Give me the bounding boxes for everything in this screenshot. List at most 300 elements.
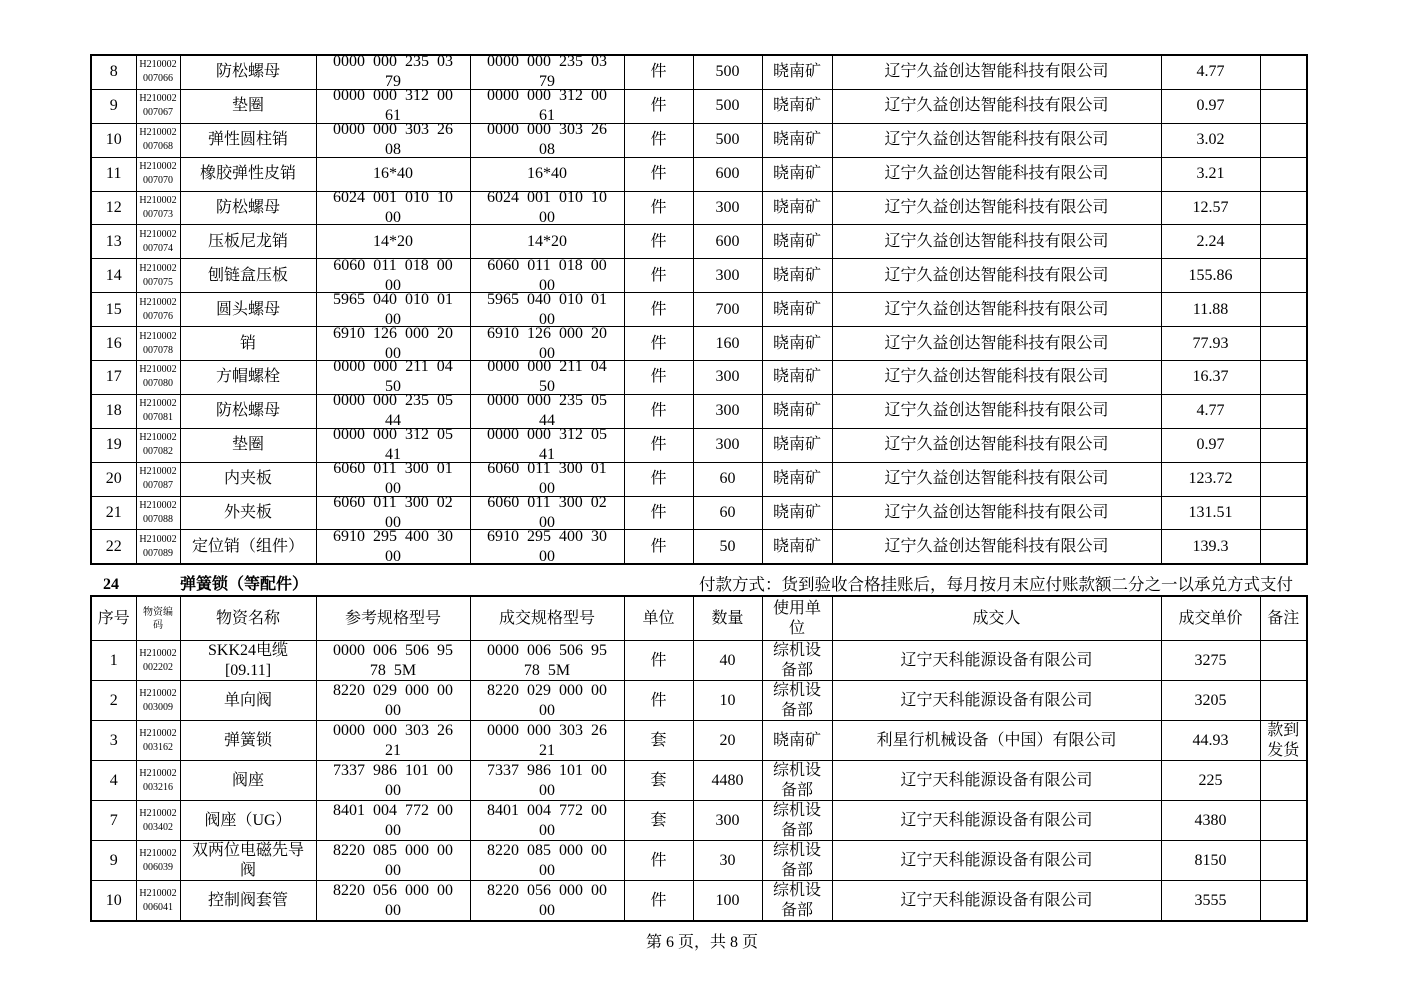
serial-number-text: 8	[109, 63, 118, 81]
cell-reference-spec	[316, 721, 470, 761]
header-serial-number-text: 序号	[97, 609, 130, 627]
remark-text	[1261, 259, 1307, 292]
cell-remark	[1260, 225, 1307, 259]
quantity-text: 20	[719, 731, 736, 749]
header-material-name	[180, 596, 316, 641]
unit-text: 件	[650, 891, 667, 909]
table-row	[91, 55, 1307, 89]
cell-quantity	[693, 123, 762, 157]
table-row	[91, 89, 1307, 123]
cell-supplier	[832, 55, 1161, 89]
serial-number-text: 11	[106, 165, 122, 183]
deal-spec-text: 8220 029 000 00 00	[487, 681, 607, 719]
cell-supplier	[832, 641, 1161, 681]
cell-unit-price	[1161, 881, 1260, 922]
material-name-text: 刨链盒压板	[207, 266, 288, 284]
deal-spec-text: 14*20	[527, 232, 567, 250]
using-unit-text: 晓南矿	[772, 368, 821, 386]
cell-material-name	[180, 721, 316, 761]
cell-reference-spec	[316, 259, 470, 293]
cell-serial-number	[91, 327, 136, 361]
unit-price-text: 3.02	[1196, 131, 1225, 149]
cell-remark	[1260, 462, 1307, 496]
deal-spec-text: 0000 000 235 03 79	[487, 56, 607, 89]
remark-text	[1261, 56, 1307, 89]
cell-quantity	[693, 761, 762, 801]
supplier-text: 辽宁天科能源设备有限公司	[900, 811, 1093, 829]
remark-text	[1261, 881, 1307, 920]
using-unit-text: 晓南矿	[772, 436, 821, 454]
table-row	[91, 293, 1307, 327]
unit-price-text: 4.77	[1196, 63, 1225, 81]
remark-text	[1261, 841, 1307, 880]
cell-using-unit	[762, 361, 832, 395]
using-unit-text: 晓南矿	[772, 402, 821, 420]
section-number: 24	[103, 576, 119, 593]
material-name-text: 定位销（组件）	[191, 537, 304, 555]
cell-using-unit	[762, 801, 832, 841]
cell-serial-number	[91, 293, 136, 327]
unit-price-text: 123.72	[1188, 470, 1233, 488]
cell-remark	[1260, 361, 1307, 395]
cell-reference-spec	[316, 761, 470, 801]
cell-using-unit	[762, 327, 832, 361]
using-unit-text: 晓南矿	[772, 504, 821, 522]
unit-price-text: 2.24	[1196, 232, 1225, 250]
cell-remark	[1260, 428, 1307, 462]
cell-material-code	[136, 191, 180, 225]
supplier-text: 辽宁久益创达智能科技有限公司	[884, 537, 1109, 555]
cell-material-name	[180, 530, 316, 564]
quantity-text: 500	[715, 63, 740, 81]
material-code-text: H210002007076	[139, 296, 177, 322]
quantity-text: 300	[715, 199, 740, 216]
quantity-text: 700	[715, 300, 740, 318]
serial-number-text: 9	[109, 851, 118, 869]
remark-text	[1261, 463, 1307, 496]
cell-unit-price	[1161, 462, 1260, 496]
cell-reference-spec	[316, 496, 470, 530]
unit-price-text: 0.97	[1196, 436, 1225, 454]
cell-using-unit	[762, 394, 832, 428]
header-row	[91, 596, 1307, 641]
cell-deal-spec	[470, 123, 624, 157]
reference-spec-text: 5965 040 010 01 00	[333, 293, 453, 327]
cell-material-name	[180, 761, 316, 801]
cell-material-code	[136, 55, 180, 89]
cell-material-name	[180, 641, 316, 681]
material-name-text: 垫圈	[231, 436, 264, 454]
cell-remark	[1260, 530, 1307, 564]
material-name-text: 垫圈	[231, 97, 264, 115]
cell-unit-price	[1161, 89, 1260, 123]
cell-serial-number	[91, 157, 136, 191]
cell-material-name	[180, 191, 316, 225]
cell-unit	[624, 721, 693, 761]
unit-text: 件	[650, 691, 667, 709]
deal-spec-text: 6024 001 010 10 00	[487, 191, 607, 225]
supplier-text: 辽宁久益创达智能科技有限公司	[884, 63, 1109, 81]
header-material-code	[136, 596, 180, 641]
reference-spec-text: 8220 085 000 00 00	[333, 841, 453, 879]
cell-material-name	[180, 157, 316, 191]
supplier-text: 辽宁久益创达智能科技有限公司	[884, 97, 1109, 115]
material-code-text: H210002003162	[139, 727, 177, 753]
remark-text	[1261, 327, 1307, 360]
cell-quantity	[693, 225, 762, 259]
remark-text	[1261, 681, 1307, 720]
cell-supplier	[832, 496, 1161, 530]
serial-number-text: 13	[105, 232, 122, 250]
cell-unit	[624, 394, 693, 428]
quantity-text: 300	[715, 368, 740, 386]
cell-quantity	[693, 259, 762, 293]
cell-material-code	[136, 841, 180, 881]
supplier-text: 辽宁久益创达智能科技有限公司	[884, 199, 1109, 216]
cell-serial-number	[91, 191, 136, 225]
cell-reference-spec	[316, 123, 470, 157]
spring-lock-table	[90, 595, 1308, 922]
header-unit-price-text: 成交单价	[1178, 609, 1243, 627]
cell-unit	[624, 191, 693, 225]
deal-spec-text: 8220 056 000 00 00	[487, 881, 607, 919]
material-code-text: H210002007089	[139, 533, 177, 559]
reference-spec-text: 0000 000 303 26 08	[333, 123, 453, 157]
serial-number-text: 7	[109, 811, 118, 829]
table-row	[91, 641, 1307, 681]
cell-deal-spec	[470, 157, 624, 191]
cell-serial-number	[91, 394, 136, 428]
cell-deal-spec	[470, 801, 624, 841]
cell-deal-spec	[470, 361, 624, 395]
material-name-text: SKK24电缆[09.11]	[207, 641, 288, 679]
table-row	[91, 462, 1307, 496]
table-row	[91, 394, 1307, 428]
cell-supplier	[832, 530, 1161, 564]
material-code-text: H210002007067	[139, 93, 177, 119]
cell-serial-number	[91, 881, 136, 922]
table-row	[91, 530, 1307, 564]
remark-text	[1261, 641, 1307, 680]
material-code-text: H210002003009	[139, 687, 177, 713]
cell-quantity	[693, 327, 762, 361]
cell-material-name	[180, 801, 316, 841]
unit-price-text: 11.88	[1192, 300, 1229, 318]
using-unit-text: 晓南矿	[772, 537, 821, 555]
deal-spec-text: 6910 126 000 20 00	[487, 327, 607, 361]
cell-serial-number	[91, 89, 136, 123]
remark-text	[1261, 530, 1307, 563]
cell-material-code	[136, 89, 180, 123]
quantity-text: 600	[715, 232, 740, 250]
deal-spec-text: 0000 000 312 00 61	[487, 89, 607, 123]
unit-price-text: 131.51	[1188, 504, 1233, 522]
cell-unit	[624, 801, 693, 841]
cell-material-code	[136, 530, 180, 564]
cell-unit-price	[1161, 259, 1260, 293]
cell-unit-price	[1161, 496, 1260, 530]
cell-reference-spec	[316, 191, 470, 225]
cell-quantity	[693, 530, 762, 564]
cell-reference-spec	[316, 530, 470, 564]
deal-spec-text: 6910 295 400 30 00	[487, 530, 607, 564]
cell-material-code	[136, 361, 180, 395]
serial-number-text: 21	[105, 504, 122, 522]
cell-using-unit	[762, 259, 832, 293]
supplier-text: 辽宁久益创达智能科技有限公司	[884, 266, 1109, 284]
cell-remark	[1260, 801, 1307, 841]
reference-spec-text: 14*20	[373, 232, 413, 250]
using-unit-text: 晓南矿	[772, 97, 821, 115]
using-unit-text: 晓南矿	[772, 334, 821, 352]
quantity-text: 100	[715, 891, 740, 909]
cell-material-name	[180, 293, 316, 327]
cell-unit	[624, 761, 693, 801]
cell-deal-spec	[470, 881, 624, 922]
supplier-text: 辽宁天科能源设备有限公司	[900, 771, 1093, 789]
header-material-name-text: 物资名称	[215, 609, 280, 627]
cell-quantity	[693, 681, 762, 721]
cell-deal-spec	[470, 394, 624, 428]
cell-reference-spec	[316, 55, 470, 89]
cell-material-code	[136, 157, 180, 191]
header-using-unit	[762, 596, 832, 641]
cell-unit-price	[1161, 327, 1260, 361]
serial-number-text: 2	[109, 691, 118, 709]
table-row	[91, 225, 1307, 259]
cell-material-code	[136, 293, 180, 327]
unit-price-text: 3555	[1194, 891, 1227, 909]
table-row	[91, 841, 1307, 881]
cell-deal-spec	[470, 641, 624, 681]
cell-using-unit	[762, 681, 832, 721]
cell-supplier	[832, 761, 1161, 801]
cell-material-name	[180, 225, 316, 259]
cell-remark	[1260, 681, 1307, 721]
cell-quantity	[693, 721, 762, 761]
using-unit-text: 综机设备部	[772, 841, 821, 879]
cell-reference-spec	[316, 327, 470, 361]
table-row	[91, 681, 1307, 721]
cell-unit	[624, 462, 693, 496]
cell-material-code	[136, 394, 180, 428]
table-row	[91, 881, 1307, 922]
cell-serial-number	[91, 681, 136, 721]
unit-price-text: 8150	[1194, 851, 1227, 869]
cell-quantity	[693, 801, 762, 841]
quantity-text: 300	[715, 436, 740, 454]
cell-unit	[624, 681, 693, 721]
cell-unit	[624, 259, 693, 293]
reference-spec-text: 0000 000 211 04 50	[333, 361, 453, 394]
spring-lock-table-body	[91, 641, 1307, 922]
cell-material-name	[180, 394, 316, 428]
material-code-text: H210002007066	[139, 59, 177, 85]
material-name-text: 销	[239, 334, 256, 352]
cell-deal-spec	[470, 259, 624, 293]
table-row	[91, 761, 1307, 801]
unit-price-text: 0.97	[1196, 97, 1225, 115]
reference-spec-text: 8220 056 000 00 00	[333, 881, 453, 919]
cell-using-unit	[762, 89, 832, 123]
cell-unit	[624, 55, 693, 89]
serial-number-text: 16	[105, 334, 122, 352]
cell-remark	[1260, 721, 1307, 761]
reference-spec-text: 6060 011 018 00 00	[333, 259, 453, 293]
cell-material-code	[136, 761, 180, 801]
cell-serial-number	[91, 721, 136, 761]
cell-supplier	[832, 191, 1161, 225]
quantity-text: 500	[715, 131, 740, 149]
reference-spec-text: 6060 011 300 02 00	[333, 496, 453, 530]
cell-material-code	[136, 641, 180, 681]
cell-material-name	[180, 681, 316, 721]
cell-serial-number	[91, 462, 136, 496]
cell-using-unit	[762, 881, 832, 922]
unit-text: 件	[650, 63, 667, 81]
cell-reference-spec	[316, 462, 470, 496]
deal-spec-text: 6060 011 300 01 00	[487, 462, 607, 496]
material-code-text: H210002007082	[139, 432, 177, 458]
table-row	[91, 157, 1307, 191]
cell-quantity	[693, 496, 762, 530]
deal-spec-text: 0000 000 235 05 44	[487, 394, 607, 428]
supplier-text: 辽宁天科能源设备有限公司	[900, 691, 1093, 709]
cell-using-unit	[762, 530, 832, 564]
cell-supplier	[832, 361, 1161, 395]
header-unit-price	[1161, 596, 1260, 641]
cell-deal-spec	[470, 530, 624, 564]
cell-unit	[624, 361, 693, 395]
cell-quantity	[693, 394, 762, 428]
cell-material-code	[136, 496, 180, 530]
remark-text	[1261, 293, 1307, 326]
cell-using-unit	[762, 641, 832, 681]
reference-spec-text: 0000 000 312 00 61	[333, 89, 453, 123]
cell-unit-price	[1161, 721, 1260, 761]
cell-remark	[1260, 641, 1307, 681]
reference-spec-text: 8220 029 000 00 00	[333, 681, 453, 719]
cell-unit-price	[1161, 801, 1260, 841]
unit-text: 件	[650, 436, 667, 454]
cell-serial-number	[91, 259, 136, 293]
unit-text: 件	[650, 300, 667, 318]
cell-unit-price	[1161, 761, 1260, 801]
material-code-text: H210002007073	[139, 195, 177, 220]
cell-unit-price	[1161, 681, 1260, 721]
cell-material-code	[136, 327, 180, 361]
cell-material-name	[180, 123, 316, 157]
cell-reference-spec	[316, 293, 470, 327]
cell-material-name	[180, 55, 316, 89]
cell-remark	[1260, 293, 1307, 327]
header-deal-spec-text: 成交规格型号	[498, 609, 595, 627]
cell-deal-spec	[470, 55, 624, 89]
cell-unit	[624, 428, 693, 462]
cell-reference-spec	[316, 361, 470, 395]
header-unit-text: 单位	[642, 609, 675, 627]
cell-supplier	[832, 327, 1161, 361]
deal-spec-text: 0000 000 303 26 08	[487, 123, 607, 157]
cell-remark	[1260, 761, 1307, 801]
using-unit-text: 晓南矿	[772, 199, 821, 216]
header-serial-number	[91, 596, 136, 641]
serial-number-text: 17	[105, 368, 122, 386]
cell-material-code	[136, 225, 180, 259]
quantity-text: 40	[719, 651, 736, 669]
header-deal-spec	[470, 596, 624, 641]
cell-remark	[1260, 55, 1307, 89]
items-table-body	[91, 55, 1307, 564]
supplier-text: 辽宁久益创达智能科技有限公司	[884, 436, 1109, 454]
cell-quantity	[693, 89, 762, 123]
quantity-text: 600	[715, 165, 740, 183]
cell-material-name	[180, 496, 316, 530]
cell-quantity	[693, 157, 762, 191]
cell-unit	[624, 123, 693, 157]
cell-unit	[624, 157, 693, 191]
header-unit	[624, 596, 693, 641]
page-number: 第 6 页，共 8 页	[645, 934, 758, 951]
cell-remark	[1260, 89, 1307, 123]
using-unit-text: 晓南矿	[772, 300, 821, 318]
cell-unit-price	[1161, 55, 1260, 89]
unit-text: 件	[650, 537, 667, 555]
cell-using-unit	[762, 293, 832, 327]
material-name-text: 控制阀套管	[207, 891, 288, 909]
material-name-text: 圆头螺母	[215, 300, 280, 318]
cell-unit	[624, 293, 693, 327]
cell-deal-spec	[470, 225, 624, 259]
deal-spec-text: 8220 085 000 00 00	[487, 841, 607, 879]
unit-text: 件	[650, 199, 667, 216]
cell-unit-price	[1161, 841, 1260, 881]
cell-material-code	[136, 881, 180, 922]
unit-text: 件	[650, 368, 667, 386]
cell-material-code	[136, 123, 180, 157]
cell-remark	[1260, 191, 1307, 225]
cell-using-unit	[762, 225, 832, 259]
cell-using-unit	[762, 428, 832, 462]
serial-number-text: 9	[109, 97, 118, 115]
deal-spec-text: 5965 040 010 01 00	[487, 293, 607, 327]
cell-unit-price	[1161, 394, 1260, 428]
using-unit-text: 晓南矿	[772, 131, 821, 149]
cell-remark	[1260, 157, 1307, 191]
cell-reference-spec	[316, 841, 470, 881]
reference-spec-text: 6060 011 300 01 00	[333, 462, 453, 496]
cell-material-code	[136, 462, 180, 496]
serial-number-text: 14	[105, 266, 122, 284]
cell-quantity	[693, 293, 762, 327]
supplier-text: 辽宁天科能源设备有限公司	[900, 891, 1093, 909]
using-unit-text: 晓南矿	[772, 266, 821, 284]
using-unit-text: 晓南矿	[772, 731, 821, 749]
using-unit-text: 晓南矿	[772, 232, 821, 250]
deal-spec-text: 8401 004 772 00 00	[487, 801, 607, 839]
deal-spec-text: 0000 006 506 95 78 5M	[487, 641, 607, 679]
cell-using-unit	[762, 157, 832, 191]
remark-text	[1261, 761, 1307, 800]
using-unit-text: 综机设备部	[772, 641, 821, 679]
cell-quantity	[693, 55, 762, 89]
unit-price-text: 225	[1198, 771, 1223, 789]
serial-number-text: 12	[105, 199, 122, 216]
reference-spec-text: 0000 006 506 95 78 5M	[333, 641, 453, 679]
unit-text: 套	[650, 811, 667, 829]
material-code-text: H210002007074	[139, 228, 177, 254]
table-row	[91, 259, 1307, 293]
